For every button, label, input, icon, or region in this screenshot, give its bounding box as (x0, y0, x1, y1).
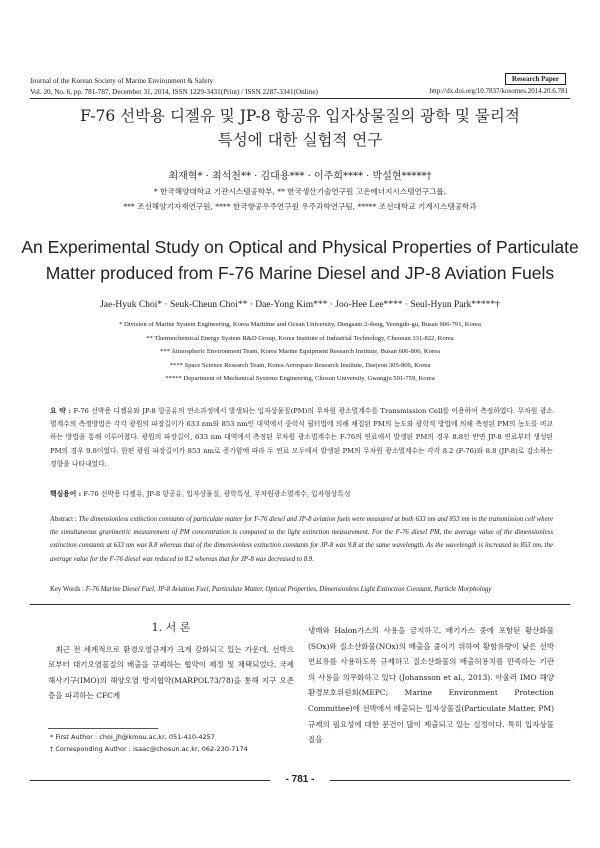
doi-link[interactable]: http://dx.doi.org/10.7837/kosomes.2014.20.6.781 (429, 87, 568, 95)
english-aff-5: ***** Department of Mechanical Systems Engineering, Chosun University, Gwangju 501-759, Korea (165, 375, 435, 383)
korean-keywords-label: 핵심용어 : (50, 490, 82, 498)
korean-keywords-text: F-76 선박용 디젤유, JP-8 항공유, 입자상물질, 광학특성, 무차원광소멸계수, 입자형상특성 (83, 490, 351, 498)
body-right-column (308, 623, 554, 748)
journal-name: Journal of the Korean Society of Marine Environment & Safety (30, 77, 214, 85)
korean-authors: 최재혁* · 최석천** · 김대용*** · 이주희**** · 박설현*****† (168, 171, 432, 182)
english-keywords-label: Key Words : (50, 586, 85, 593)
english-keywords-text: F-76 Marine Diesel Fuel, JP-8 Aviation Fuel, Particulate Matter, Optical Properties, Dimensionless Light Extinction Constant, Particle Morphology (85, 586, 492, 593)
english-abstract (50, 513, 553, 566)
english-aff-1: * Division of Marine System Engineering, Korea Maritime and Ocean University, Dongsam 2-dong, Yeongdo-gu, Busan 606-791, Korea (119, 321, 481, 328)
korean-abstract-text: F-76 선박용 디젤유와 JP-8 항공유의 연소과정에서 발생되는 입자상물질(PM)의 무차원 광소멸계수를 Transmission Cell를 이용하여 측정하였다. 무차원 광소멸계수의 측정방법은 각각 광원의 파장길이가 633 nm와 853 nm인 대역에서 중력식 필터법에 의해 채집된 PM의 농도와 광학적 방법에 의해 측정된 PM의 농도를 비교하는 방법을 통해 이루어졌다. 광원의 파장길이, 633 nm 대역에서 측정된 무차원 광소멸계수는 F-76의 연료에서 발생된 PM의 경우 8.8인 반면 JP-8 연료부터 생성된 PM의 경우 9.8이었다. 한편 광원 파장길이가 853 nm로 증가함에 따라 두 연료 모두에서 발생된 PM의 무차원 광소멸계수는 각각 8.2 (F-76)와 8.8 (JP-8)로 감소하는 경향을 나타내었다. (50, 407, 553, 468)
korean-abstract (50, 405, 553, 471)
korean-title (0, 104, 600, 152)
journal-header (30, 76, 318, 98)
english-abstract-label: Abstract : (50, 516, 77, 523)
korean-aff-line1: * 한국해양대학교 기관시스템공학부, ** 한국생산기술연구원 고온에너지시스템연구그룹, (153, 187, 447, 196)
english-affiliations (0, 318, 600, 386)
korean-title-line2: 특성에 대한 실험적 연구 (217, 131, 383, 149)
research-paper-badge: Research Paper (505, 73, 566, 85)
english-abstract-text: The dimensionless extinction constants of particulate matter for F-76 diesel and JP-8 aviation fuels were measured at both 633 nm and 853 nm in the transmission cell where the simultaneous gravimetric measurement of PM concentration is compared to the light extinction measurement. For the F-76 diesel PM, the average value of the dimensionless extinction constants at 633 nm was 8.8 whereas that of the dimensionless extinction constants for JP-8 was 9.8 at the same wavelength. As the wavelength is increased to 853 nm, the average value for the F-76 diesel was reduced to 8.2 whereas that for JP-8 was decreased to 8.9. (50, 516, 553, 563)
page-number: - 781 - (285, 774, 315, 785)
korean-keywords (50, 488, 553, 501)
english-title (0, 234, 600, 286)
body-left-column (48, 620, 294, 704)
english-aff-4: **** Space Science Research Team, Korea Aerospace Research Institute, Daejeon 305-806, Korea (169, 361, 431, 369)
english-aff-2: ** Thermochemical Energy System R&D Group, Korea Institute of Industrial Technology, Cheonan 331-822, Korea (146, 334, 454, 342)
korean-abstract-label: 요 약 : (50, 407, 72, 415)
korean-affiliations (0, 184, 600, 214)
english-authors: Jae-Hyuk Choi* · Seuk-Cheun Choi** · Dae-Yong Kim*** · Joo-Hee Lee**** · Seul-Hyun Park*****† (100, 300, 500, 310)
corresponding-author-footnote: † Corresponding Author : isaac@chosun.ac.kr, 062-230-7174 (50, 745, 248, 753)
english-title-line2: Matter produced from F-76 Marine Diesel and JP-8 Aviation Fuels (45, 263, 555, 283)
journal-volume: Vol. 20, No. 6, pp. 781-787, December 31, 2014, ISSN 1229-3431(Print) / ISSN 2287-3341(Online) (30, 88, 318, 96)
english-title-line1: An Experimental Study on Optical and Physical Properties of Particulate (21, 237, 579, 257)
abstract-rule (30, 604, 570, 605)
header-rule (30, 98, 570, 99)
footnote-rule (48, 728, 158, 729)
korean-title-line1: F-76 선박용 디젤유 및 JP-8 항공유 입자상물질의 광학 및 물리적 (80, 107, 520, 125)
section-title: 1. 서 론 (151, 621, 191, 634)
english-keywords (50, 586, 560, 593)
first-author-footnote: * First Author : choi_jh@kmou.ac.kr, 051-410-4257 (50, 733, 215, 741)
body-right-text: 냉매와 Halon가스의 사용을 금지하고, 배기가스 중에 포함된 황산화물(SOx)와 질소산화물(NOx)의 배출을 줄이기 위하여 황함유량이 낮은 선박연료유를 사용하도록 규제하고 질소산화물의 배출허용치를 만족하는 기관의 사용을 의무화하고 있다 (Johansson et al., 2013). 아울러 IMO 해양환경보호위원회(MEPC; Marine Environment Protection Committee)에 선박에서 배출되는 입자상물질(Particulate Matter, PM) 규제의 필요성에 대한 문건이 많이 제출되고 있는 실정이다. 특히 입자상물질을 (308, 626, 554, 745)
body-left-text: 최근 전 세계적으로 환경오염규제가 크게 강화되고 있는 가운데, 선박으로부터 대기오염물질의 배출을 규제하는 협약이 제정 및 채택되었다. 국제해사기구(IMO)의 해양오염 방지협약(MARPOL73/78)을 통해 지구 오존층을 파괴하는 CFC계 (48, 644, 294, 701)
english-aff-3: *** Atmospheric Environment Team, Korea Marine Equipment Research Institute, Busan 606-806, Korea (160, 348, 440, 356)
korean-aff-line2: *** 조선해양기자재연구원, **** 한국항공우주연구원 우주과학연구팀, ***** 조선대학교 기계시스템공학과 (123, 202, 477, 211)
